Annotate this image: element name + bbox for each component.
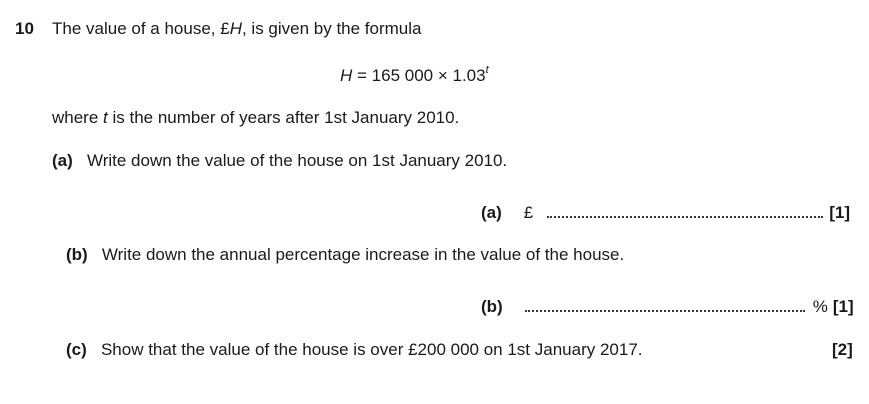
part-c-question [66,340,643,360]
intro-prefix: The value of a house, £ [52,19,230,38]
part-c-marks: [2] [832,340,853,359]
part-b-question [66,245,624,265]
formula-lhs: H [340,66,353,85]
part-c-text: Show that the value of the house is over £200 000 on 1st January 2017. [100,340,643,359]
part-a-text: Write down the value of the house on 1st January 2010. [86,151,508,170]
formula-exponent: t [485,64,489,76]
part-b-label: (b) [66,245,88,264]
intro-variable: H [229,19,242,38]
question-number: 10 [15,19,34,38]
part-b-answer-line [481,296,854,317]
formula-factor: 1.03 [452,66,486,85]
part-b-text: Write down the annual percentage increase in the value of the house. [101,245,625,264]
where-prefix: where [52,108,104,127]
part-a-answer-line [481,202,850,223]
part-b-answer-label: (b) [481,297,503,316]
part-a-marks: [1] [829,203,851,222]
part-c-label: (c) [66,340,87,359]
question-intro [52,19,422,39]
part-a-question [52,151,507,171]
formula [340,64,489,86]
part-b-answer-field[interactable] [525,296,805,312]
part-b-percent-symbol: % [812,297,828,316]
where-variable: t [103,108,108,127]
formula-times: × [433,66,453,85]
part-a-label: (a) [52,151,73,170]
where-line [52,108,459,128]
formula-equals: = [352,66,372,85]
where-suffix: is the number of years after 1st January 2010. [107,108,460,127]
part-b-marks: [1] [832,297,854,316]
part-a-answer-label: (a) [481,203,502,222]
part-a-answer-field[interactable] [547,202,823,218]
formula-base-value: 165 000 [371,66,434,85]
intro-suffix: , is given by the formula [241,19,422,38]
part-a-currency-symbol: £ [523,203,534,222]
